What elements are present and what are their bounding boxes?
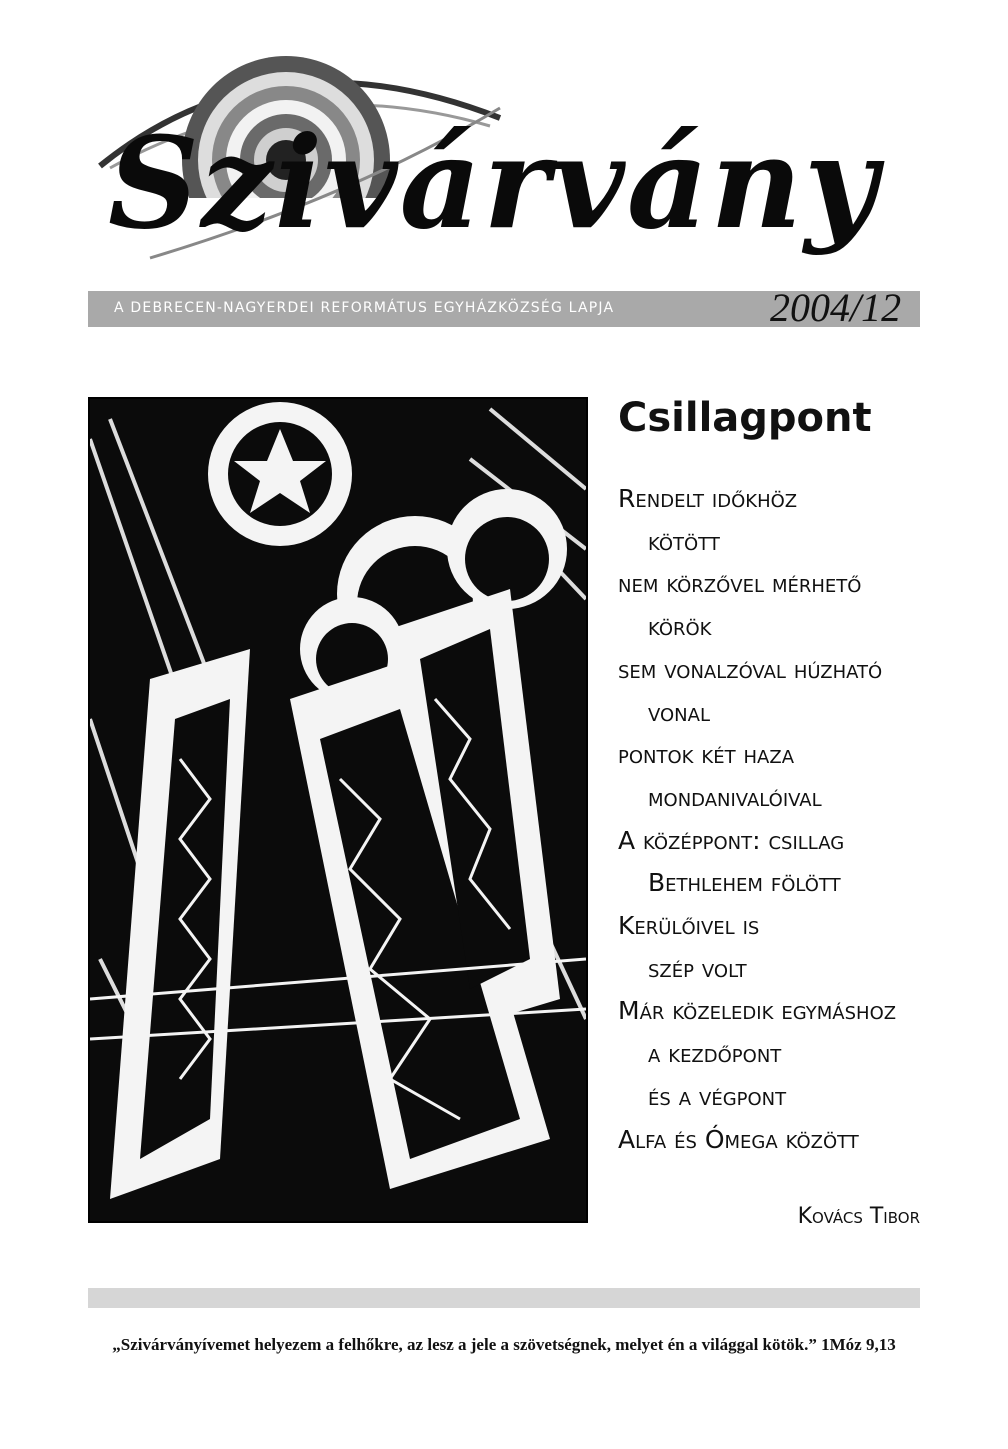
masthead-title: Szivárvány <box>108 109 880 257</box>
poem-line: vonal <box>648 697 710 727</box>
poem-line: körök <box>648 612 712 642</box>
poem-author: Kovács Tibor <box>797 1204 920 1229</box>
poem-line: pontok két haza <box>618 740 795 770</box>
cover-artwork <box>88 397 588 1223</box>
bible-quote: „Szivárványívemet helyezem a felhőkre, az lesz a jele a szövetségnek, melyet én a világgal kötök.” 1Móz 9,13 <box>112 1335 896 1354</box>
poem-line: Alfa és Ómega között <box>618 1124 859 1154</box>
footer-rule <box>88 1288 920 1308</box>
poem-title: Csillagpont <box>618 395 872 441</box>
issue-number: 2004/12 <box>770 285 902 330</box>
poem-line: Rendelt időkhöz <box>618 484 798 513</box>
poem-line: Bethlehem fölött <box>648 868 841 898</box>
poem-line: Kerülőivel is <box>618 911 760 941</box>
subtitle-text: A DEBRECEN-NAGYERDEI REFORMÁTUS EGYHÁZKÖZSÉG LAPJA <box>114 300 615 316</box>
poem-line: A középpont: csillag <box>618 825 845 855</box>
poem-line: kötött <box>648 526 720 556</box>
poem-line: Már közeledik egymáshoz <box>618 996 897 1026</box>
poem-line: a kezdőpont <box>648 1039 782 1069</box>
poem-line: szép volt <box>648 953 747 983</box>
poem-line: nem körzővel mérhető <box>618 569 862 599</box>
poem-body <box>618 478 938 1161</box>
three-kings-woodcut <box>90 399 586 1221</box>
poem-line: sem vonalzóval húzható <box>618 654 883 684</box>
poem-line: mondanivalóival <box>648 782 822 812</box>
masthead <box>0 0 1008 340</box>
poem-line: és a végpont <box>648 1081 787 1111</box>
